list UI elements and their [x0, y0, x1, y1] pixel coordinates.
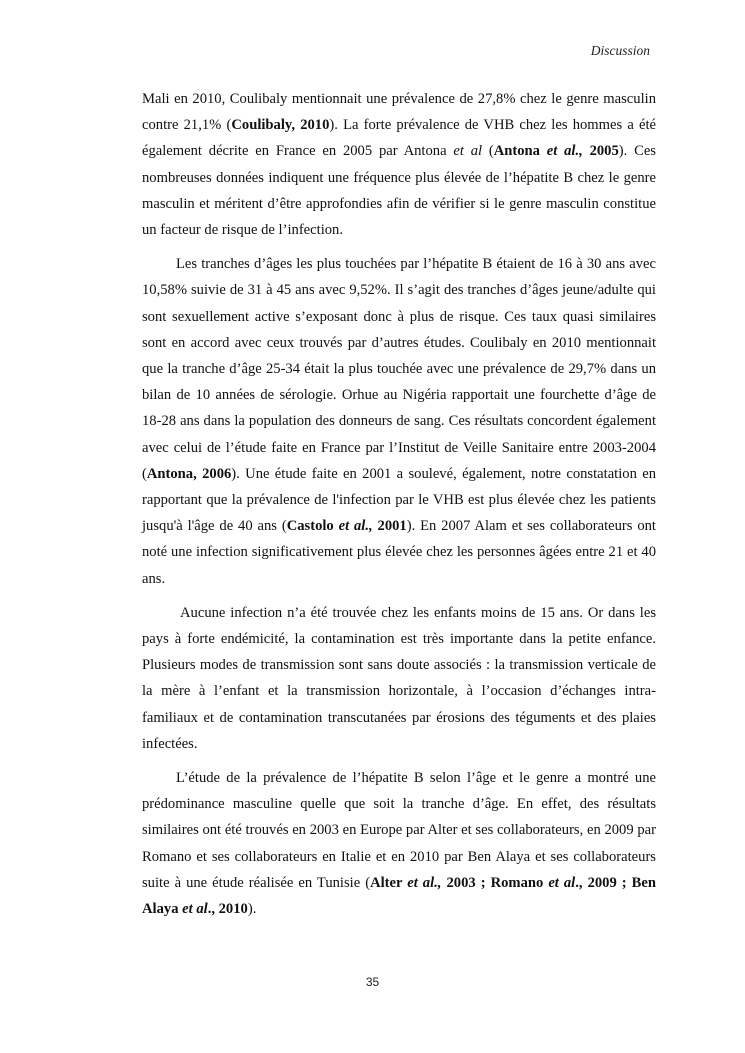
citation-text: Alter: [370, 874, 408, 891]
citation-etal-text: et al: [548, 874, 576, 891]
citation-etal-text: et al: [182, 901, 208, 918]
text-run: Mali en 2010, Coulibaly mentionnait une prévalence de 27,8% chez le genre masculin contre 21,1% (: [142, 91, 656, 134]
paragraph: [142, 600, 656, 757]
citation-etal-text: et al.,: [546, 143, 583, 160]
italic-text: et al: [453, 143, 483, 160]
citation-etal-text: et al.,: [338, 518, 373, 535]
citation-text: Antona: [493, 143, 547, 160]
text-run: Aucune infection n’a été trouvée chez les enfants moins de 15 ans. Or dans les pays à forte endémicité, la contamination est très importante dans la petite enfance. Plusieurs modes de transmission sont sans doute associés : la transmission verticale de la mère à l’enfant et la transmission horizontale, à l’occasion d’échanges intra-familiaux et de contamination transcutanées par érosions des téguments et des plaies infectées.: [142, 604, 656, 752]
citation-text: Antona, 2006: [146, 465, 232, 482]
text-run: ). Ces nombreuses données indiquent une fréquence plus élevée de l’hépatite B chez le genre masculin et méritent d’être approfondies afin de vérifier si le genre masculin constitue un facteur de risque de l’infection.: [142, 143, 656, 239]
text-run: Les tranches d’âges les plus touchées par l’hépatite B étaient de 16 à 30 ans avec 10,58% suivie de 31 à 45 ans avec 9,52%. Il s’agit des tranches d’âges jeune/adulte qui sont sexuellement active s’exposant donc à plus de risque. Ces taux quasi similaires sont en accord avec ceux trouvés par d’autres études. Coulibaly en 2010 mentionnait que la tranche d’âge 25-34 était la plus touchée avec une prévalence de 29,7% dans un bilan de 10 années de sérologie. Orhue au Nigéria rapportait une fourchette d’âge de 18-28 ans dans la population des donneurs de sang. Ces résultats concordent également avec celui de l’étude faite en France par l’Institut de Veille Sanitaire entre 2003-2004 (: [142, 256, 656, 482]
citation-text: Castolo: [286, 518, 339, 535]
paragraph: [142, 86, 656, 243]
running-header: Discussion: [590, 43, 650, 58]
paragraph: [142, 251, 656, 592]
page-number: 35: [365, 975, 380, 989]
citation-text: Coulibaly, 2010: [231, 117, 330, 134]
citation-text: ., 2009 ; Ben Alaya: [142, 874, 656, 918]
paragraph: [142, 765, 656, 922]
text-run: ). En 2007 Alam et ses collaborateurs ont noté une infection significativement plus élevée chez les personnes âgées entre 21 et 40 ans.: [142, 518, 656, 587]
text-run: L’étude de la prévalence de l’hépatite B selon l’âge et le genre a montré une prédominance masculine quelle que soit la tranche d’âge. En effet, des résultats similaires ont été trouvés en 2003 en Europe par Alter et ses collaborateurs, en 2009 par Romano et ses collaborateurs en Italie et en 2010 par Ben Alaya et ses collaborateurs suite à une étude réalisée en Tunisie (: [142, 770, 656, 891]
text-run: ). La forte prévalence de VHB chez les hommes a été également décrite en France en 2005 par Antona: [142, 117, 656, 160]
citation-etal-text: et al.,: [407, 874, 442, 891]
citation-text: ., 2010: [207, 901, 248, 918]
text-run: (: [482, 143, 494, 160]
text-run: ).: [247, 901, 257, 918]
citation-text: 2005: [582, 143, 619, 160]
citation-text: 2001: [372, 518, 407, 535]
text-run: ). Une étude faite en 2001 a soulevé, également, notre constatation en rapportant que la prévalence de l'infection par le VHB est plus élevée chez les patients jusqu'à l'âge de 40 ans (: [142, 465, 656, 535]
citation-text: 2003 ; Romano: [441, 874, 549, 891]
body-text: [142, 86, 656, 922]
